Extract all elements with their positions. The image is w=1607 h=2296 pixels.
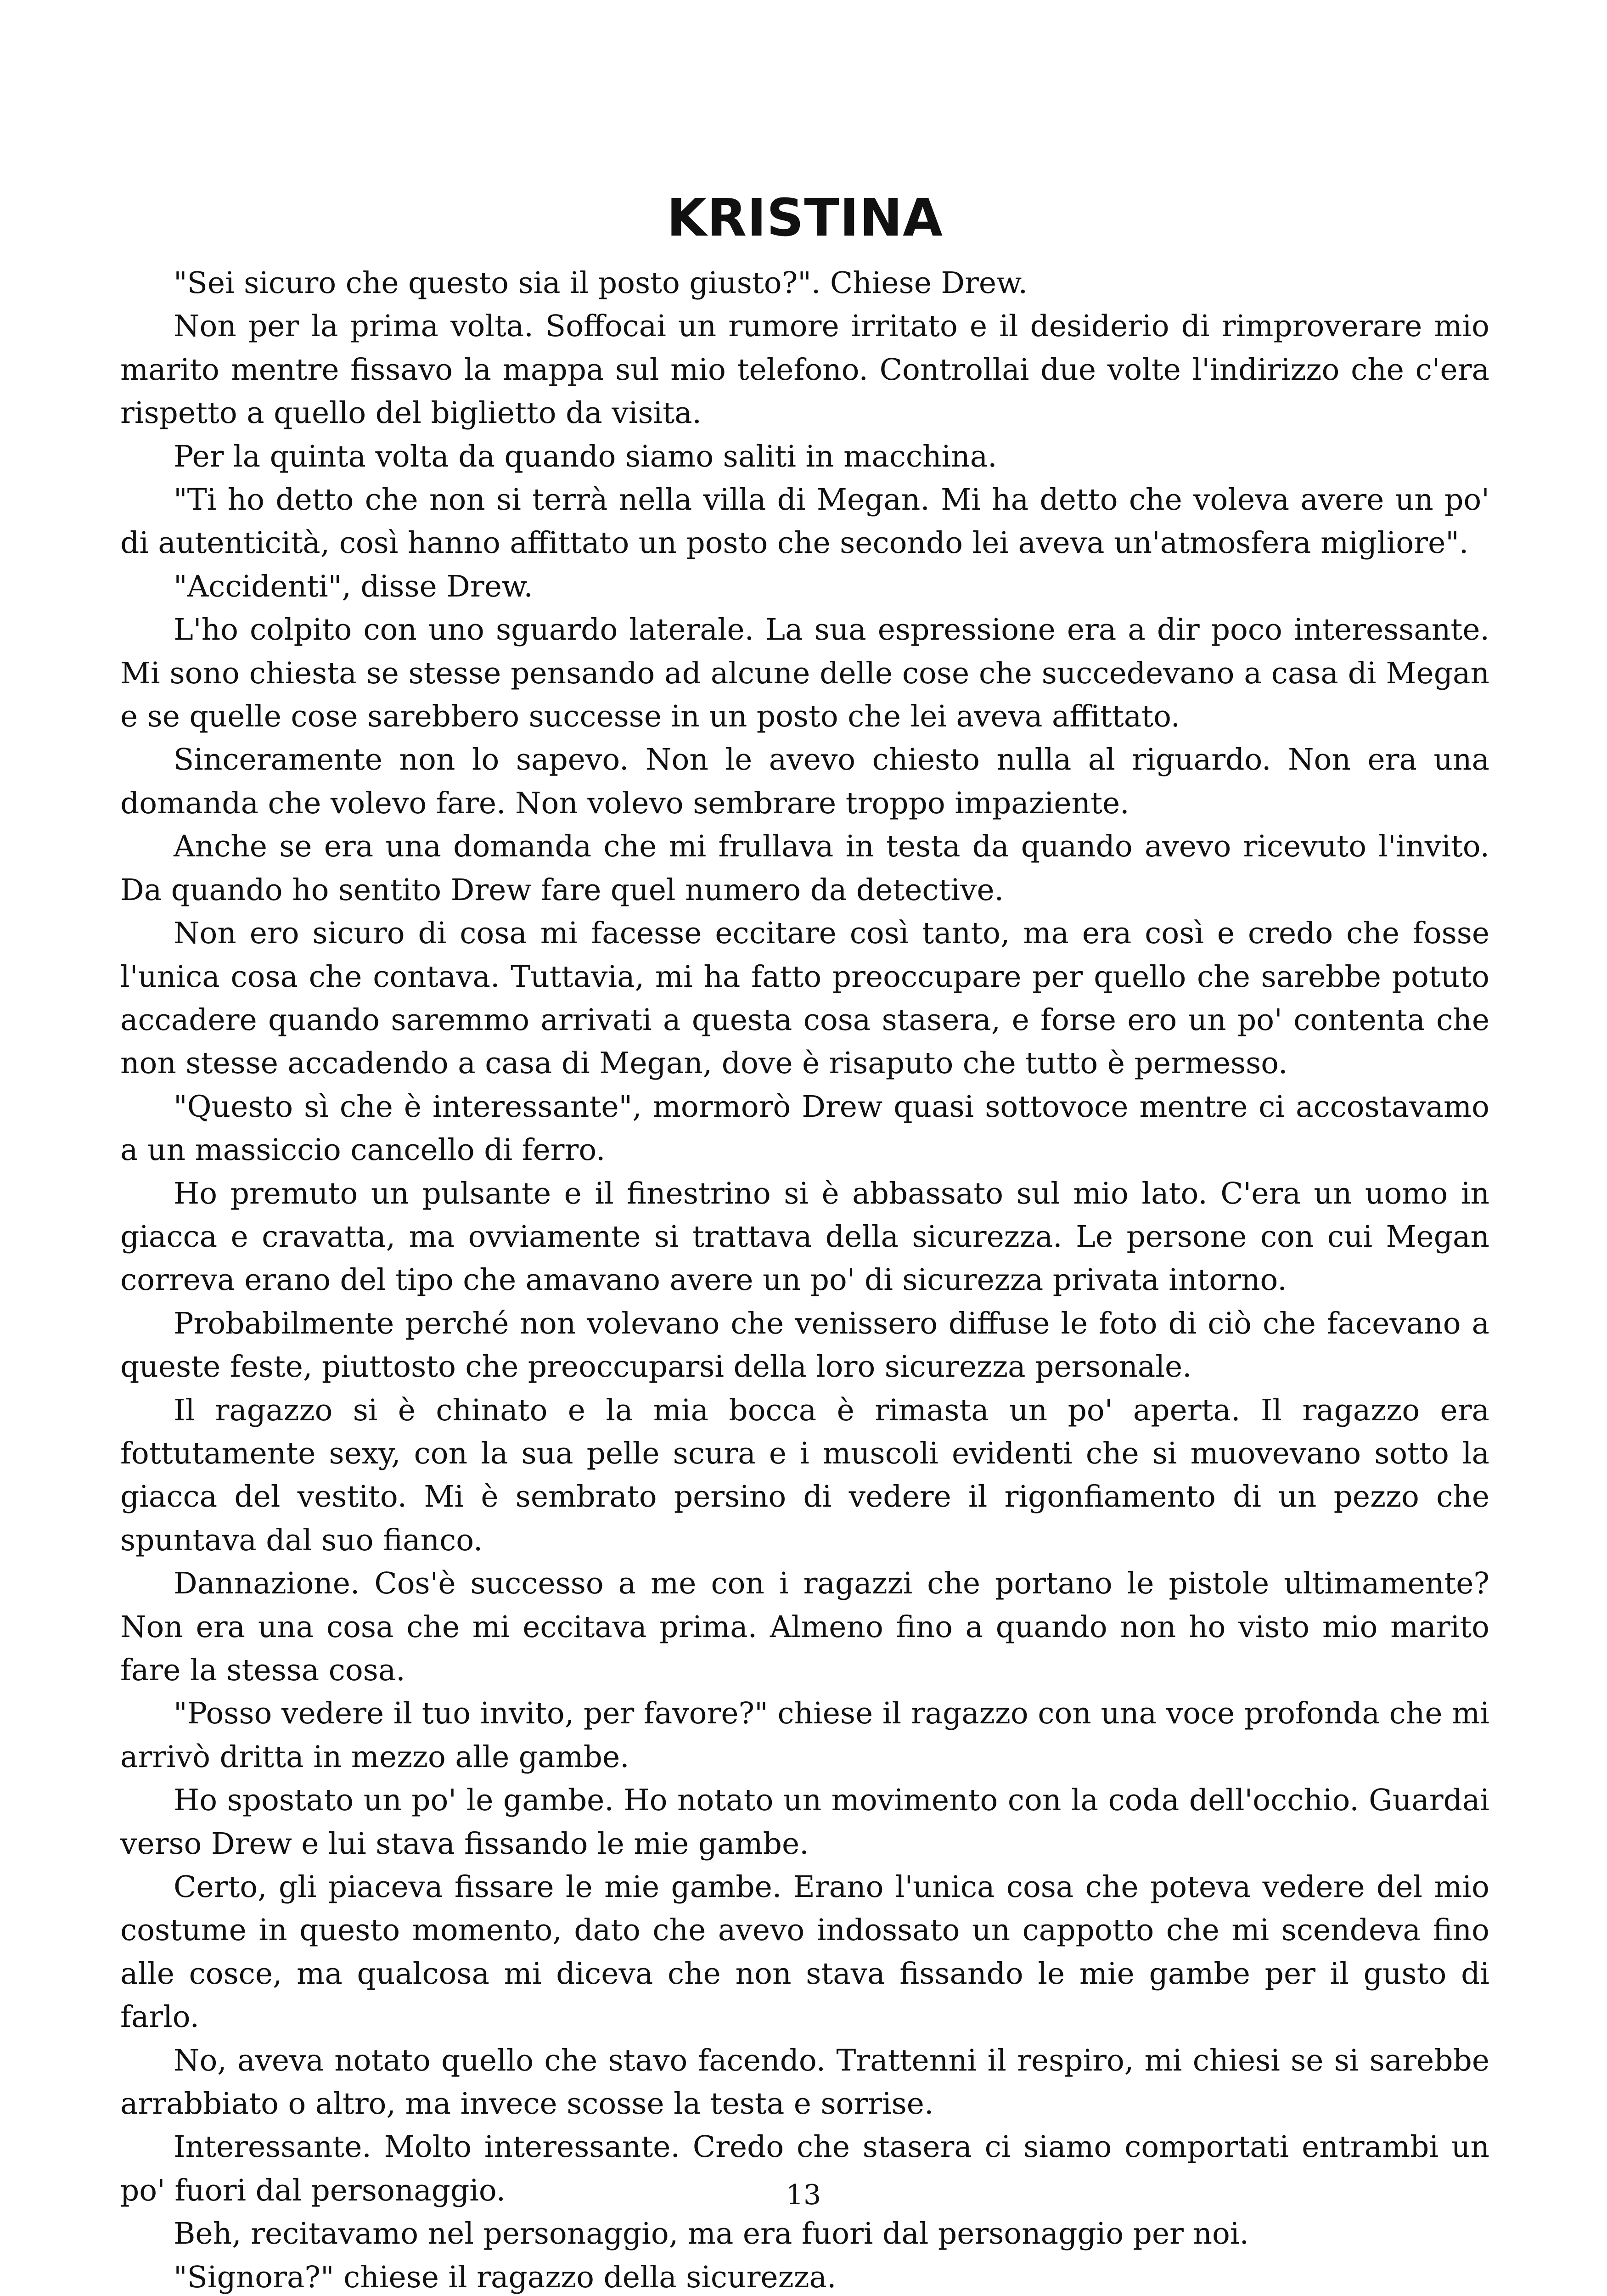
paragraph: Non ero sicuro di cosa mi facesse eccitare così tanto, ma era così e credo che fosse l'unica cosa che contava. Tuttavia, mi ha fatto preoccupare per quello che sarebbe potuto accadere quando saremmo arrivati a questa cosa stasera, e forse ero un po' contenta che non stesse accadendo a casa di Megan, dove è risaputo che tutto è permesso.: [120, 916, 1489, 1081]
paragraph: "Posso vedere il tuo invito, per favore?" chiese il ragazzo con una voce profonda che mi arrivò dritta in mezzo alle gambe.: [120, 1696, 1489, 1774]
paragraph: Certo, gli piaceva fissare le mie gambe. Erano l'unica cosa che poteva vedere del mio costume in questo momento, dato che avevo indossato un cappotto che mi scendeva fino alle cosce, ma qualcosa mi diceva che non stava fissando le mie gambe per il gusto di farlo.: [120, 1870, 1489, 2035]
paragraph: Probabilmente perché non volevano che venissero diffuse le foto di ciò che facevano a queste feste, piuttosto che preoccuparsi della loro sicurezza personale.: [120, 1306, 1489, 1384]
paragraph: "Questo sì che è interessante", mormorò Drew quasi sottovoce mentre ci accostavamo a un massiccio cancello di ferro.: [120, 1089, 1489, 1168]
paragraph: Interessante. Molto interessante. Credo che stasera ci siamo comportati entrambi un po' fuori dal personaggio.: [120, 2130, 1489, 2208]
chapter-title: KRISTINA: [667, 188, 943, 248]
paragraph: "Ti ho detto che non si terrà nella villa di Megan. Mi ha detto che voleva avere un po' di autenticità, così hanno affittato un posto che secondo lei aveva un'atmosfera migliore".: [120, 483, 1489, 561]
paragraph: Sinceramente non lo sapevo. Non le avevo chiesto nulla al riguardo. Non era una domanda che volevo fare. Non volevo sembrare troppo impaziente.: [120, 743, 1489, 821]
page-content: [120, 184, 1489, 2296]
paragraph: Dannazione. Cos'è successo a me con i ragazzi che portano le pistole ultimamente? Non era una cosa che mi eccitava prima. Almeno fino a quando non ho visto mio marito fare la stessa cosa.: [120, 1566, 1489, 1688]
paragraph: Non per la prima volta. Soffocai un rumore irritato e il desiderio di rimproverare mio marito mentre fissavo la mappa sul mio telefono. Controllai due volte l'indirizzo che c'era rispetto a quello del biglietto da visita.: [120, 309, 1489, 431]
paragraph: No, aveva notato quello che stavo facendo. Trattenni il respiro, mi chiesi se si sarebbe arrabbiato o altro, ma invece scosse la testa e sorrise.: [120, 2043, 1489, 2122]
paragraph: Beh, recitavamo nel personaggio, ma era fuori dal personaggio per noi.: [174, 2217, 1249, 2251]
paragraph: Anche se era una domanda che mi frullava in testa da quando avevo ricevuto l'invito. Da quando ho sentito Drew fare quel numero da detective.: [120, 829, 1489, 907]
paragraph: "Signora?" chiese il ragazzo della sicurezza.: [174, 2260, 837, 2295]
page-number: 13: [786, 2179, 821, 2211]
paragraph: L'ho colpito con uno sguardo laterale. La sua espressione era a dir poco interessante. Mi sono chiesta se stesse pensando ad alcune delle cose che succedevano a casa di Megan e se quelle cose sarebbero successe in un posto che lei aveva affittato.: [120, 613, 1489, 734]
paragraph: Ho premuto un pulsante e il finestrino si è abbassato sul mio lato. C'era un uomo in giacca e cravatta, ma ovviamente si trattava della sicurezza. Le persone con cui Megan correva erano del tipo che amavano avere un po' di sicurezza privata intorno.: [120, 1176, 1489, 1298]
paragraph: Ho spostato un po' le gambe. Ho notato un movimento con la coda dell'occhio. Guardai verso Drew e lui stava fissando le mie gambe.: [120, 1783, 1489, 1861]
paragraph: Il ragazzo si è chinato e la mia bocca è rimasta un po' aperta. Il ragazzo era fottutamente sexy, con la sua pelle scura e i muscoli evidenti che si muovevano sotto la giacca del vestito. Mi è sembrato persino di vedere il rigonfiamento di un pezzo che spuntava dal suo fianco.: [120, 1393, 1489, 1558]
paragraph: "Accidenti", disse Drew.: [174, 569, 533, 604]
paragraph: "Sei sicuro che questo sia il posto giusto?". Chiese Drew.: [174, 266, 1028, 300]
body-text: [120, 262, 1489, 2296]
paragraph: Per la quinta volta da quando siamo saliti in macchina.: [174, 439, 997, 474]
